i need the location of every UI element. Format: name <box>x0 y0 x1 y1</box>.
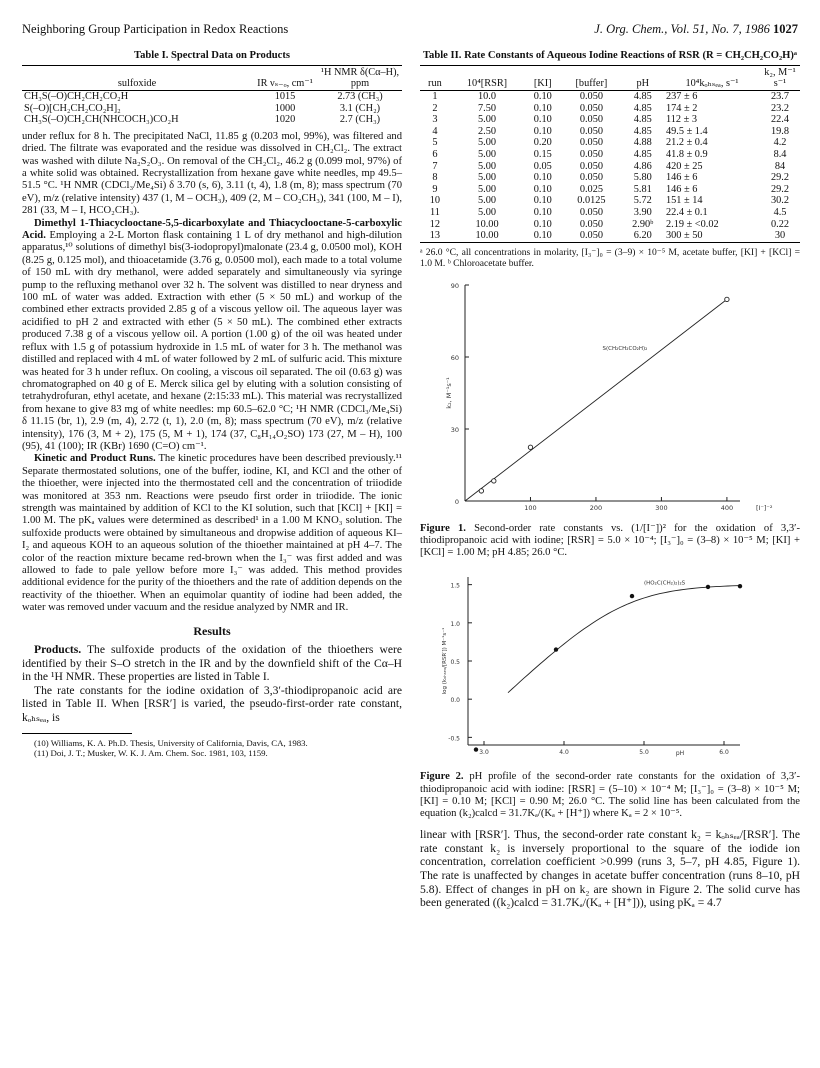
table1 <box>22 65 402 126</box>
table-cell: 6 <box>432 148 438 160</box>
table-cell: 4.2 <box>773 137 787 149</box>
figure-caption-text: Second-order rate constants vs. (1/[I⁻])² for the oxidation of 3,3′-thiodipropanoic acid with iodine; [RSR] = 5.0 × 10⁻⁴; [I₃⁻]₀ = (3–8) × 10⁻⁵ M; [KI] + [KCl] = 1.00 M; pH 4.85; 26.0 °C. <box>420 522 800 559</box>
table-cell: 23.2 <box>770 102 790 114</box>
table-row <box>420 161 800 173</box>
table2-body <box>420 91 800 243</box>
x-tick-label: 400 <box>720 503 734 512</box>
table-row <box>420 184 800 196</box>
table2-header: k₂, M⁻¹ s⁻¹ <box>764 67 796 89</box>
table-cell: 0.0125 <box>577 195 606 207</box>
paragraph-title: Products. <box>34 643 82 657</box>
table-cell: 84 <box>774 160 786 172</box>
table-cell: 22.4 <box>770 114 790 126</box>
table-cell: 10.00 <box>475 230 499 242</box>
table-cell: 146 ± 6 <box>665 183 698 195</box>
table-cell: 0.050 <box>579 160 603 172</box>
table-cell: 174 ± 2 <box>665 102 698 114</box>
table-cell: 0.050 <box>579 125 603 137</box>
table-cell: 2.90ᵇ <box>632 218 654 230</box>
table-cell: 0.05 <box>533 160 552 172</box>
y-tick-label: 0.0 <box>450 697 460 705</box>
table2-footnote: ᵃ 26.0 °C, all concentrations in molarity, [I₃⁻]₀ = (3–9) × 10⁻⁵ M, acetate buffer, [KI] + [KCl] = 1.0 M. ᵇ Chloroacetate buffer. <box>420 246 800 269</box>
table-cell: 7.50 <box>478 102 497 114</box>
table-row <box>420 103 800 115</box>
paragraph: under reflux for 8 h. The precipitated NaCl, 11.85 g (0.203 mol, 99%), was filtered and dried. The filtrate was evaporated and the residue was dissolved in CH₂Cl₂. The extract was washed with dilute Na₂S₂O₃. On removal of the CH₂Cl₂, 46.2 g (0.099 mol, 97%) of a white solid was obtained. Recrystallization from hexane gave white needles, mp 49.5–51.5 °C. ¹H NMR (CDCl₃/Me₄Si) δ 3.70 (s, 6), 3.11 (t, 4), 1.8 (m, 8); mass spectrum (70 eV), m/z (relative intensity) 437 (1, M – OCH₃), 409 (2, M – CO₂CH₃), 341 (100, M – I), 281 (33, M – I, HCO₂CH₃). <box>22 130 402 217</box>
table-row <box>420 172 800 184</box>
table-cell: 49.5 ± 1.4 <box>665 125 708 137</box>
table-cell: 0.10 <box>533 125 552 137</box>
table2-caption: Table II. Rate Constants of Aqueous Iodine Reactions of RSR (R = CH₂CH₂CO₂H)ᵃ <box>422 50 798 61</box>
data-point <box>492 478 496 482</box>
table-cell: 3.1 (CH₂) <box>339 102 381 114</box>
table-cell: S(–O)[CH₂CH₂CO₂H]₂ <box>24 102 121 114</box>
table-cell: 151 ± 14 <box>665 195 703 207</box>
table-cell: 237 ± 6 <box>665 91 698 102</box>
section-heading: Results <box>193 623 231 638</box>
table-cell: 0.050 <box>579 137 603 149</box>
table-cell: 420 ± 25 <box>665 160 703 172</box>
paragraph: linear with [RSR′]. Thus, the second-order rate constant k₂ = kₒₕₛₑₐ/[RSR′]. The rate constant k₂ is inversely proportional to the square of the iodide ion concentration, correlation coefficient >0.999 (runs 3, 5–7, pH 4.85, Figure 1). The rate is unaffected by changes in acetate buffer concentration (runs 8–10, pH 5.8). Effect of changes in pH on k₂ are shown in Figure 2. The solid curve has been generated ((k₂)calcd = 31.7Kₐ/(Kₐ + [H⁺])), using pKₐ = 4.7 <box>420 828 800 910</box>
table-cell: 146 ± 6 <box>665 172 698 184</box>
table-cell: 7 <box>432 160 438 172</box>
table2-header: [KI] <box>533 78 552 89</box>
right-column <box>420 50 800 910</box>
table1-header: sulfoxide <box>117 78 157 89</box>
table-cell: 5.00 <box>478 114 497 126</box>
x-tick-label: 300 <box>655 503 668 512</box>
table-cell: 0.15 <box>533 148 552 160</box>
table-cell: 112 ± 3 <box>665 114 697 126</box>
table-cell: 0.050 <box>579 218 603 230</box>
table-cell: 0.10 <box>533 218 552 230</box>
table-cell: 10 <box>429 195 441 207</box>
table-cell: 5.00 <box>478 195 497 207</box>
table-row <box>22 91 402 103</box>
table-cell: 0.22 <box>770 218 790 230</box>
table-row <box>420 126 800 138</box>
table-cell: 0.050 <box>579 148 603 160</box>
table-cell: 5.00 <box>478 206 497 218</box>
table-cell: 4.88 <box>633 137 652 149</box>
figure-label: Figure 2. <box>420 771 464 783</box>
table-cell: 0.050 <box>579 206 603 218</box>
table-cell: 0.10 <box>533 195 552 207</box>
x-tick-label: 5.0 <box>639 749 649 757</box>
paragraph <box>22 218 402 454</box>
table-cell: 8 <box>432 172 438 184</box>
table-cell: 2.7 (CH₃) <box>339 114 381 126</box>
table-cell: 10.0 <box>478 91 497 102</box>
table-cell: 0.10 <box>533 183 552 195</box>
table-cell: 0.10 <box>533 102 552 114</box>
table-cell: 9 <box>432 183 438 195</box>
table-cell: 4.5 <box>773 206 787 218</box>
x-axis-label: pH <box>675 750 685 758</box>
table-row <box>420 114 800 126</box>
table-cell: 5.00 <box>478 172 497 184</box>
table-cell: 13 <box>429 230 441 242</box>
table2-header: pH <box>636 78 650 89</box>
x-tick-label: 100 <box>524 503 537 512</box>
data-point <box>725 297 729 301</box>
table-cell: 12 <box>429 218 441 230</box>
table-cell: 4.85 <box>633 114 652 126</box>
y-tick-label: 0.5 <box>450 659 460 667</box>
table-cell: 29.2 <box>770 172 790 184</box>
table2-header: 10⁴[RSR] <box>466 78 508 89</box>
table-row <box>420 149 800 161</box>
table-cell: 5.80 <box>633 172 652 184</box>
table-cell: 22.4 ± 0.1 <box>665 206 708 218</box>
y-tick-label: 90 <box>450 281 459 290</box>
x-tick-label: 4.0 <box>559 749 569 757</box>
table-cell: 1020 <box>274 114 296 126</box>
data-point <box>479 488 483 492</box>
x-tick-label: 3.0 <box>479 749 489 757</box>
fit-curve <box>508 586 740 693</box>
figure2-caption <box>420 771 800 820</box>
table-cell: 0.10 <box>533 91 552 102</box>
table-cell: 5.00 <box>478 160 497 172</box>
table2-header: 10⁴kₒₕₛₑₐ, s⁻¹ <box>685 78 739 89</box>
table-cell: 0.20 <box>533 137 552 149</box>
paragraph <box>22 643 402 684</box>
table-cell: 1015 <box>274 91 296 102</box>
data-point <box>706 585 710 589</box>
table-cell: 4.85 <box>633 148 652 160</box>
table-cell: 5.81 <box>633 183 652 195</box>
y-tick-label: -0.5 <box>448 735 460 743</box>
data-point <box>528 445 532 449</box>
paragraph-title: Kinetic and Product Runs. <box>34 453 156 465</box>
journal-citation: J. Org. Chem., Vol. 51, No. 7, 1986 <box>594 22 770 36</box>
table-cell: 0.050 <box>579 230 603 242</box>
table-cell: 5.00 <box>478 137 497 149</box>
table-cell: 2.50 <box>478 125 497 137</box>
footnote: (10) Williams, K. A. Ph.D. Thesis, University of California, Davis, CA, 1983. <box>34 737 308 748</box>
table-cell: 0.050 <box>579 114 603 126</box>
data-point <box>474 748 478 752</box>
figure-caption-text: pH profile of the second-order rate constants for the oxidation of 3,3′-thiodipropanoic acid with iodine: [RSR] = (5–10) × 10⁻⁴ M; [I₃⁻]₀ = (3–8) × 10⁻⁵ M; [KI] = 0.10 M; [KCl] = 0.90 M; 26.0 °C. The solid line has been calculated from the equation (k₂)calcd = 31.7Kₐ/(Kₐ + [H⁺]) where Kₐ = 2 × 10⁻⁵. <box>420 771 800 819</box>
table-cell: 8.4 <box>773 148 787 160</box>
table-cell: 0.050 <box>579 91 603 102</box>
figure-label: Figure 1. <box>420 522 466 534</box>
table-cell: 0.050 <box>579 102 603 114</box>
table-cell: 5.72 <box>633 195 652 207</box>
table-cell: 2 <box>432 102 438 114</box>
table-cell: 0.10 <box>533 230 552 242</box>
table-cell: 5.00 <box>478 183 497 195</box>
table-cell: 11 <box>429 206 440 218</box>
table2-header: [buffer] <box>575 78 608 89</box>
footnote-rule <box>22 733 132 734</box>
table2-header: run <box>428 78 442 89</box>
x-tick-label: 6.0 <box>719 749 729 757</box>
paragraph-text: The kinetic procedures have been described previously.¹¹ Separate thermostated solutions, one of the buffer, iodine, KI, and KCl and the other of the thioether, were injected into the thermostated cell and the concentration of triiodide was monitored at 353 nm. Reactions were pseudo first order in triiodide. The ionic strength was maintained by addition of KCl to the KI solution, such that [KCl] + [KI] = 1.00 M. The pKₐ values were determined as described¹ in a 1.00 M KNO₃ solution. The sulfoxide products were obtained by simultaneous and dropwise addition of aqueous KI–I₂ and aqueous KOH to an aqueous solution of the thioether maintained at pH 4–7. The color of the reaction mixture became red-brown when the I₃⁻ was first added and was allowed to fade to pale yellow before more I₃⁻ was added. This method provides additional evidence for the purity of the thioethers and the rate of addition depends on the reactivity of the thioether. When an equimolar quantity of iodine had been added, the water was removed under vacuum and the residue analyzed by NMR and IR. <box>22 453 402 614</box>
table-cell: 2.73 (CH₃) <box>337 91 383 102</box>
table-row <box>420 219 800 231</box>
fit-line <box>465 299 727 501</box>
y-axis-label: k₂, M⁻¹s⁻¹ <box>445 376 453 409</box>
chart-title: S(CH₂CH₂CO₂H)₂ <box>602 345 648 352</box>
table-row <box>420 207 800 219</box>
table-cell: 300 ± 50 <box>665 230 703 242</box>
table-cell: 4.85 <box>633 125 652 137</box>
table-row <box>22 114 402 126</box>
table-cell: 0.10 <box>533 114 552 126</box>
table1-body <box>22 91 402 126</box>
table-cell: 19.8 <box>770 125 790 137</box>
table-row <box>420 137 800 149</box>
table-cell: 6.20 <box>633 230 652 242</box>
paragraph-title: Dimethyl 1-Thiacyclooctane-5,5-dicarboxylate and Thiacyclooctane-5-carboxylic Acid. <box>22 217 402 242</box>
table-row <box>420 91 800 103</box>
table-cell: 4 <box>432 125 438 137</box>
left-column <box>22 50 402 758</box>
x-tick-label: 200 <box>589 503 603 512</box>
table-cell: 0.10 <box>533 172 552 184</box>
table-cell: 30.2 <box>770 195 790 207</box>
paragraph-text: The sulfoxide products of the oxidation of the thioethers were identified by their S–O stretch in the IR and by the downfield shift of the Cα–H in the ¹H NMR. These properties are listed in Table I. <box>22 643 402 684</box>
page-number: 1027 <box>773 22 798 36</box>
table-cell: CH₃S(–O)CH₂CH₂CO₂H <box>24 91 129 102</box>
data-point <box>554 648 558 652</box>
table-cell: 3.90 <box>633 206 652 218</box>
data-point <box>738 584 742 588</box>
y-tick-label: 60 <box>450 353 459 362</box>
footnote: (11) Doi, J. T.; Musker, W. K. J. Am. Chem. Soc. 1981, 103, 1159. <box>34 747 268 758</box>
table-row <box>420 230 800 242</box>
table-cell: 0.025 <box>579 183 603 195</box>
table-cell: 21.2 ± 0.4 <box>665 137 708 149</box>
table-cell: 1000 <box>274 102 296 114</box>
running-header-right <box>594 22 798 37</box>
y-axis-label: log (kₒₕₛₑₐ/[RSR′]) M⁻¹s⁻¹ <box>442 627 448 695</box>
figure1-caption <box>420 523 800 560</box>
running-header-left: Neighboring Group Participation in Redox Reactions <box>22 22 289 36</box>
table-cell: 4.86 <box>633 160 652 172</box>
table-cell: 0.050 <box>579 172 603 184</box>
table-cell: 1 <box>432 91 438 102</box>
table1-header: IR νₛ₋ₒ, cm⁻¹ <box>257 78 313 89</box>
data-point <box>630 594 634 598</box>
table-cell: 23.7 <box>770 91 790 102</box>
table-cell: 2.19 ± <0.02 <box>665 218 719 230</box>
figure2-chart <box>420 565 800 771</box>
table-cell: 4.85 <box>633 102 652 114</box>
table-cell: 4.85 <box>633 91 652 102</box>
table-cell: 5 <box>432 137 438 149</box>
paragraph <box>22 453 402 614</box>
table-cell: 0.10 <box>533 206 552 218</box>
table-row <box>22 103 402 115</box>
table-cell: 29.2 <box>770 183 790 195</box>
table2 <box>420 65 800 243</box>
table-cell: CH₃S(–O)CH₂CH(NHCOCH₃)CO₂H <box>24 114 179 126</box>
paragraph: The rate constants for the iodine oxidation of 3,3′-thiodipropanoic acid are listed in Table II. When [RSR′] is varied, the pseudo-first-order rate constant, kₒₕₛₑₐ, is <box>22 683 402 724</box>
y-tick-label: 0 <box>454 497 459 506</box>
table-cell: 3 <box>432 114 438 126</box>
table-cell: 41.8 ± 0.9 <box>665 148 708 160</box>
y-tick-label: 1.5 <box>450 582 460 590</box>
table-cell: 10.00 <box>475 218 499 230</box>
paragraph-text: Employing a 2-L Morton flask containing 1 L of dry methanol and high-dilution apparatus,¹⁰ solutions of dimethyl bis(3-iodopropyl)malonate (23.4 g, 0.0500 mol), KOH (8.25 g, 0.125 mol), and thioacetamide (3.76 g, 0.0500 mol), each made to a total volume of 150 mL with dry methanol, were added separately and simultaneously via syringe pump to the refluxing methanol over 32 h. The solvent was distilled to near dryness and 100 mL of water was added. Extraction with ether (5 × 50 mL) and workup of the combined ether extracts provided 2.85 g of a viscous yellow oil. The aqueous layer was acidified to pH 2 and extracted with ether (5 × 50 mL). The combined ether extracts produced 7.38 g of a viscous yellow oil. A portion (1.00 g) of the oil was heated under reflux with 1.5 g of potassium hydroxide in 1.5 mL of water for 3 h. The methanol was distilled and replaced with 4 mL of water followed by 2 mL of sulfuric acid. This mixture was heated for 3 h under reflux. On cooling, a viscous oil separated. The oil (0.63 g) was chromatographed on 40 g of E. Merck silica gel by eluting with a solution consisting of tetrahydrofuran, ethyl acetate, and hexane (2:15:33 mL). This material was recrystallized from hexane to give 83 mg of white needles: mp 60.5–62.0 °C; ¹H NMR (CDCl₃/Me₄Si) δ 11.15 (br, 1), 2.9 (m, 4), 2.72 (t, 1), 2.0 (m, 8); mass spectrum (70 eV), m/z (relative intensity), 176 (3, M + 2), 175 (5, M + 1), 174 (37, C₈H₁₄O₂SO) 173 (27, M – H), 100 (95), 41 (100); IR (KBr) 1690 (C=O) cm⁻¹. <box>22 230 402 452</box>
table1-header: ¹H NMR δ(Cα–H), ppm <box>320 67 400 89</box>
y-tick-label: 30 <box>450 425 459 434</box>
table-row <box>420 195 800 207</box>
y-tick-label: 1.0 <box>450 621 460 629</box>
table-cell: 30 <box>774 230 786 242</box>
figure1-chart <box>420 273 800 523</box>
table-cell: 5.00 <box>478 148 497 160</box>
table1-caption: Table I. Spectral Data on Products <box>134 50 290 61</box>
x-axis-label: [I⁻]⁻² <box>756 503 773 512</box>
chart-title: (HO₂C(CH₂)₂)₂S <box>644 580 686 587</box>
